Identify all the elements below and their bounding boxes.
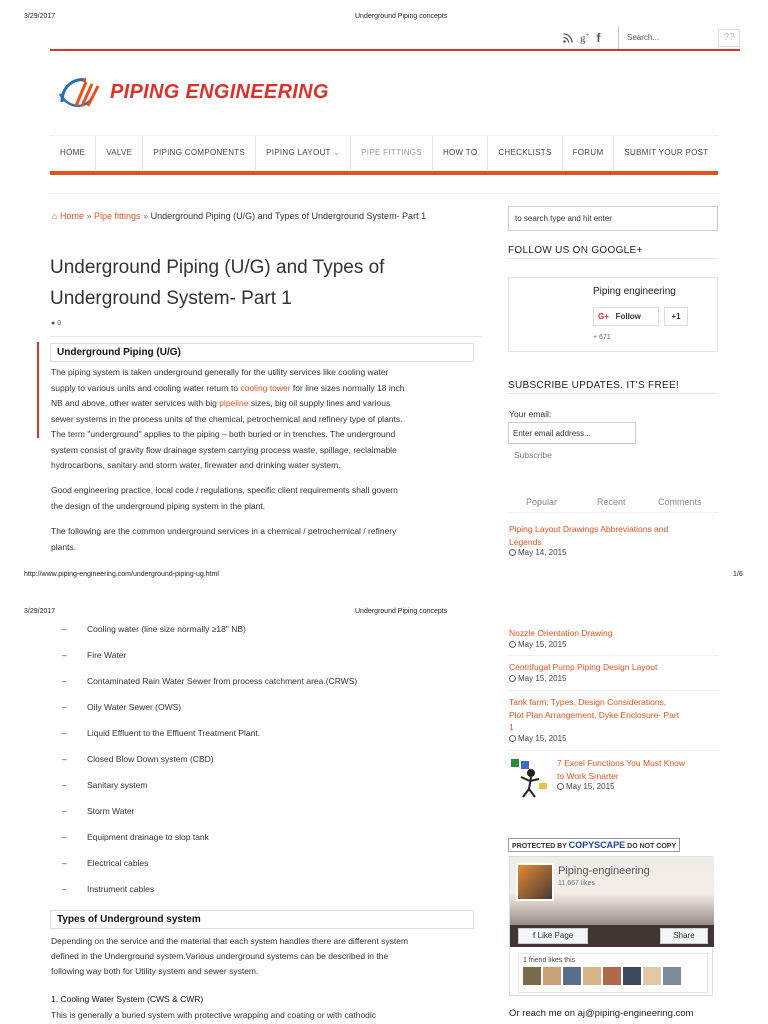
post-date-text: May 15, 2015 [566, 782, 615, 791]
list-dash: – [62, 832, 67, 842]
clock-icon [509, 641, 516, 648]
post-title[interactable]: Plot Plan Arrangement, Dyke Enclosure- Part [509, 709, 680, 720]
email-input[interactable]: Enter email address... [508, 422, 636, 444]
post-title[interactable]: 1 [509, 722, 514, 732]
nav-forum[interactable]: FORUM [563, 136, 615, 170]
copyscape-brand: COPYSCAPE [568, 840, 626, 850]
post-title[interactable]: Centrifugal Pump Piping Design Layout [509, 662, 658, 672]
content-divider [50, 193, 718, 194]
nav-bottom-bar [50, 171, 718, 175]
top-search-button[interactable]: ?? [718, 29, 740, 47]
list-item-text: Liquid Effluent to the Effluent Treatment Plant. [87, 728, 261, 738]
article-title [50, 252, 480, 314]
fb-friend-avatars [523, 967, 703, 985]
section-heading-types: Types of Underground system [50, 910, 474, 929]
fb-like-page-button[interactable] [518, 928, 588, 944]
fb-page-name[interactable]: Piping-engineering [558, 865, 650, 877]
article-paragraph-3 [51, 524, 483, 555]
gplus-follower-count: + 671 [593, 334, 611, 341]
email-label: Your email: [509, 409, 552, 419]
fb-page-avatar[interactable] [516, 863, 554, 901]
post-title[interactable]: Piping Layout Drawings Abbreviations and [509, 524, 669, 534]
breadcrumb [52, 211, 426, 221]
list-item-text: Contaminated Rain Water Sewer from process catchment area.(CRWS) [87, 676, 358, 686]
gplus-follow-button[interactable] [593, 307, 659, 326]
google-plus-icon[interactable]: g+ [580, 31, 590, 45]
post-date [557, 782, 719, 791]
p1-line: hydrocarbons, sanitary and storm water, firewater and drinking water system. [51, 460, 341, 470]
nav-how-to[interactable]: HOW TO [433, 136, 488, 170]
print-date: 3/29/2017 [24, 13, 56, 20]
comment-icon: ● [51, 320, 56, 327]
post-item [557, 757, 719, 791]
contact-email[interactable]: Or reach me on aj@piping-engineering.com [509, 1008, 694, 1019]
nav-pipe-fittings[interactable]: PIPE FITTINGS [351, 136, 433, 170]
list-dash: – [62, 624, 67, 634]
facebook-page-widget [509, 856, 713, 996]
avatar[interactable] [603, 967, 621, 985]
post-date [509, 674, 719, 683]
p1-text: for line sizes normally 18 inch [290, 382, 405, 393]
p2-line: Good engineering practice, local code / regulations, specific client requirements shall govern [51, 485, 398, 495]
p1-line: system consist of gravity flow drainage system carrying process waste, spillage, reclaimable [51, 444, 397, 455]
clock-icon [509, 675, 516, 682]
top-divider [50, 49, 740, 51]
fb-friend-text: 1 friend likes this [523, 957, 576, 964]
post-date [509, 734, 719, 743]
copyscape-protected: PROTECTED BY [512, 843, 567, 850]
tab-comments[interactable]: Comments [658, 497, 702, 507]
subscribe-button[interactable]: Subscribe [514, 450, 552, 460]
list-dash: – [62, 884, 67, 894]
list-item-text: Equipment drainage to slop tank [87, 832, 209, 842]
p1-line: The piping system is taken underground generally for the utility services like cooling water [51, 367, 389, 377]
p1-text: sizes, big oil supply lines and various [248, 398, 391, 408]
post-date-text: May 14, 2015 [518, 548, 567, 557]
breadcrumb-category[interactable]: Pipe fittings [94, 211, 141, 221]
social-links [563, 31, 600, 45]
p1-text: NB and above, other water services with big [51, 398, 220, 408]
facebook-icon[interactable]: f [596, 31, 601, 45]
nav-checklists[interactable]: CHECKLISTS [488, 136, 562, 170]
list-dash: – [62, 702, 67, 712]
subscribe-divider [508, 393, 718, 394]
follow-divider [508, 258, 718, 259]
breadcrumb-sep: » [143, 211, 149, 221]
article-paragraph-1 [51, 365, 483, 474]
post-title[interactable]: to Work Smarter [557, 770, 619, 781]
article-paragraph-4 [51, 934, 491, 979]
post-title[interactable]: Legends [509, 536, 542, 547]
post-item [509, 696, 719, 743]
avatar[interactable] [583, 967, 601, 985]
post-item [509, 523, 719, 557]
p4-line: Depending on the service and the material that each system handles there are different system [51, 936, 409, 946]
main-nav [50, 136, 718, 170]
p4-line: following way both for Utility system and sewer system. [51, 966, 259, 976]
list-item-text: Closed Blow Down system (CBD) [87, 754, 214, 764]
list-item-text: Oily Water Sewer (OWS) [87, 702, 182, 712]
tabs-divider [508, 512, 718, 513]
cooling-tower-link[interactable]: cooling tower [240, 382, 291, 393]
gplus-page-name[interactable]: Piping engineering [593, 286, 676, 297]
rss-icon[interactable] [563, 33, 573, 43]
follow-heading: FOLLOW US ON GOOGLE+ [508, 245, 643, 256]
clock-icon [557, 783, 564, 790]
article-title-line2: Underground System- Part 1 [50, 288, 292, 309]
list-dash: – [62, 806, 67, 816]
p1-line: sewer systems in the process units of the chemical, petrochemical and refinery type of plants. [51, 413, 403, 424]
comment-count[interactable] [51, 320, 61, 327]
avatar[interactable] [643, 967, 661, 985]
stick-figure-icon [509, 757, 551, 799]
p1-line [51, 381, 483, 397]
tab-recent[interactable]: Recent [597, 497, 626, 507]
breadcrumb-sep: » [86, 211, 92, 221]
tab-popular[interactable]: Popular [526, 497, 558, 507]
post-item [509, 661, 719, 683]
p1-text: supply to various units and cooling water return to [51, 382, 241, 393]
section-heading-ug-piping: Underground Piping (U/G) [50, 343, 474, 362]
title-divider [50, 336, 482, 337]
fb-like-page-label: Like Page [537, 931, 574, 940]
article-paragraph-2 [51, 483, 483, 514]
left-accent-bar [37, 342, 39, 438]
nav-piping-layout-label: PIPING LAYOUT [266, 148, 331, 157]
post-divider [508, 750, 718, 751]
fb-friends-box [518, 953, 708, 993]
avatar[interactable] [623, 967, 641, 985]
list-dash: – [62, 728, 67, 738]
article-title-line1: Underground Piping (U/G) and Types of [50, 257, 385, 278]
avatar[interactable] [563, 967, 581, 985]
p3-line: plants. [51, 541, 77, 552]
nav-valve[interactable]: VALVE [96, 136, 143, 170]
post-date [509, 548, 719, 557]
list-dash: – [62, 754, 67, 764]
list-item-text: Instrument cables [87, 884, 155, 894]
print-title-2: Underground Piping concepts [355, 608, 448, 615]
list-item-text: Fire Water [87, 650, 127, 660]
post-date-text: May 15, 2015 [518, 733, 567, 743]
list-item-text: Sanitary system [87, 780, 148, 790]
nav-piping-layout[interactable] [256, 136, 351, 170]
sidebar-search-input[interactable]: to search type and hit enter [508, 206, 718, 231]
list-dash: – [62, 676, 67, 686]
home-icon: ⌂ [52, 211, 58, 221]
google-plus-widget [508, 277, 718, 352]
copyscape-badge[interactable] [508, 838, 680, 852]
fb-likes: 11,667 likes [558, 880, 595, 887]
post-title[interactable]: 7 Excel Functions You Must Know [557, 758, 686, 768]
post-date [509, 640, 719, 649]
clock-icon [509, 735, 516, 742]
post-divider [508, 690, 718, 691]
comment-count-value: 0 [57, 320, 62, 327]
post-date-text: May 15, 2015 [518, 639, 567, 649]
gplus-follow-label: Follow [615, 312, 641, 321]
breadcrumb-current: Underground Piping (U/G) and Types of Underground System- Part 1 [150, 211, 427, 221]
nav-home[interactable]: HOME [50, 136, 96, 170]
avatar[interactable] [543, 967, 561, 985]
facebook-icon: f [532, 931, 536, 940]
top-search[interactable] [618, 26, 740, 50]
subscribe-heading: SUBSCRIBE UPDATES. IT'S FREE! [508, 380, 680, 391]
p4-line: defined in the Underground system.Various underground systems can be described in the [51, 951, 389, 961]
article-paragraph-5: This is generally a buried system with protective wrapping and coating or with cathodic [51, 1010, 377, 1020]
logo-emblem-icon [56, 72, 104, 112]
pipeline-link[interactable]: pipeline [219, 398, 249, 408]
subheading-cooling-water: 1. Cooling Water System (CWS & CWR) [51, 994, 204, 1004]
top-search-input[interactable]: Search... [627, 33, 660, 42]
avatar[interactable] [663, 967, 681, 985]
post-title[interactable]: Tank farm: Types, Design Considerations, [509, 697, 667, 707]
breadcrumb-home[interactable]: Home [59, 211, 84, 221]
chevron-down-icon: ⌄ [333, 148, 341, 157]
p3-line: The following are the common underground services in a chemical / petrochemical / refinery [51, 526, 397, 536]
list-item-text: Storm Water [87, 806, 135, 816]
logo-text: PIPING ENGINEERING [110, 80, 329, 103]
print-page-number: 1/6 [733, 571, 743, 578]
gplus-plusone-button[interactable]: +1 [664, 307, 688, 326]
post-date-text: May 15, 2015 [518, 673, 567, 683]
nav-piping-components[interactable]: PIPING COMPONENTS [143, 136, 256, 170]
list-dash: – [62, 650, 67, 660]
post-title[interactable]: Nozzle Orientation Drawing [509, 628, 613, 638]
post-item [509, 627, 719, 649]
copyscape-tail: DO NOT COPY [627, 843, 677, 850]
avatar[interactable] [523, 967, 541, 985]
list-item-text: Electrical cables [87, 858, 149, 868]
list-dash: – [62, 858, 67, 868]
clock-icon [509, 549, 516, 556]
site-logo[interactable] [56, 72, 329, 112]
fb-share-button[interactable]: Share [660, 928, 708, 944]
print-url: http://www.piping-engineering.com/underground-piping-ug.html [24, 571, 219, 578]
p2-line: the design of the underground piping system in the plant. [51, 500, 266, 511]
p1-line [51, 396, 483, 412]
post-divider [508, 655, 718, 656]
list-dash: – [62, 780, 67, 790]
nav-submit-post[interactable]: SUBMIT YOUR POST [624, 148, 709, 157]
google-plus-icon: G+ [598, 312, 609, 321]
excel-post-thumbnail[interactable] [509, 757, 551, 799]
p1-line: The term "underground" applies to the piping – both buried or in trenches. The underground [51, 429, 396, 439]
print-date-2: 3/29/2017 [24, 608, 56, 615]
print-title: Underground Piping concepts [355, 13, 448, 20]
list-item-text: Cooling water (line size normally ≥18" NB) [87, 624, 246, 634]
